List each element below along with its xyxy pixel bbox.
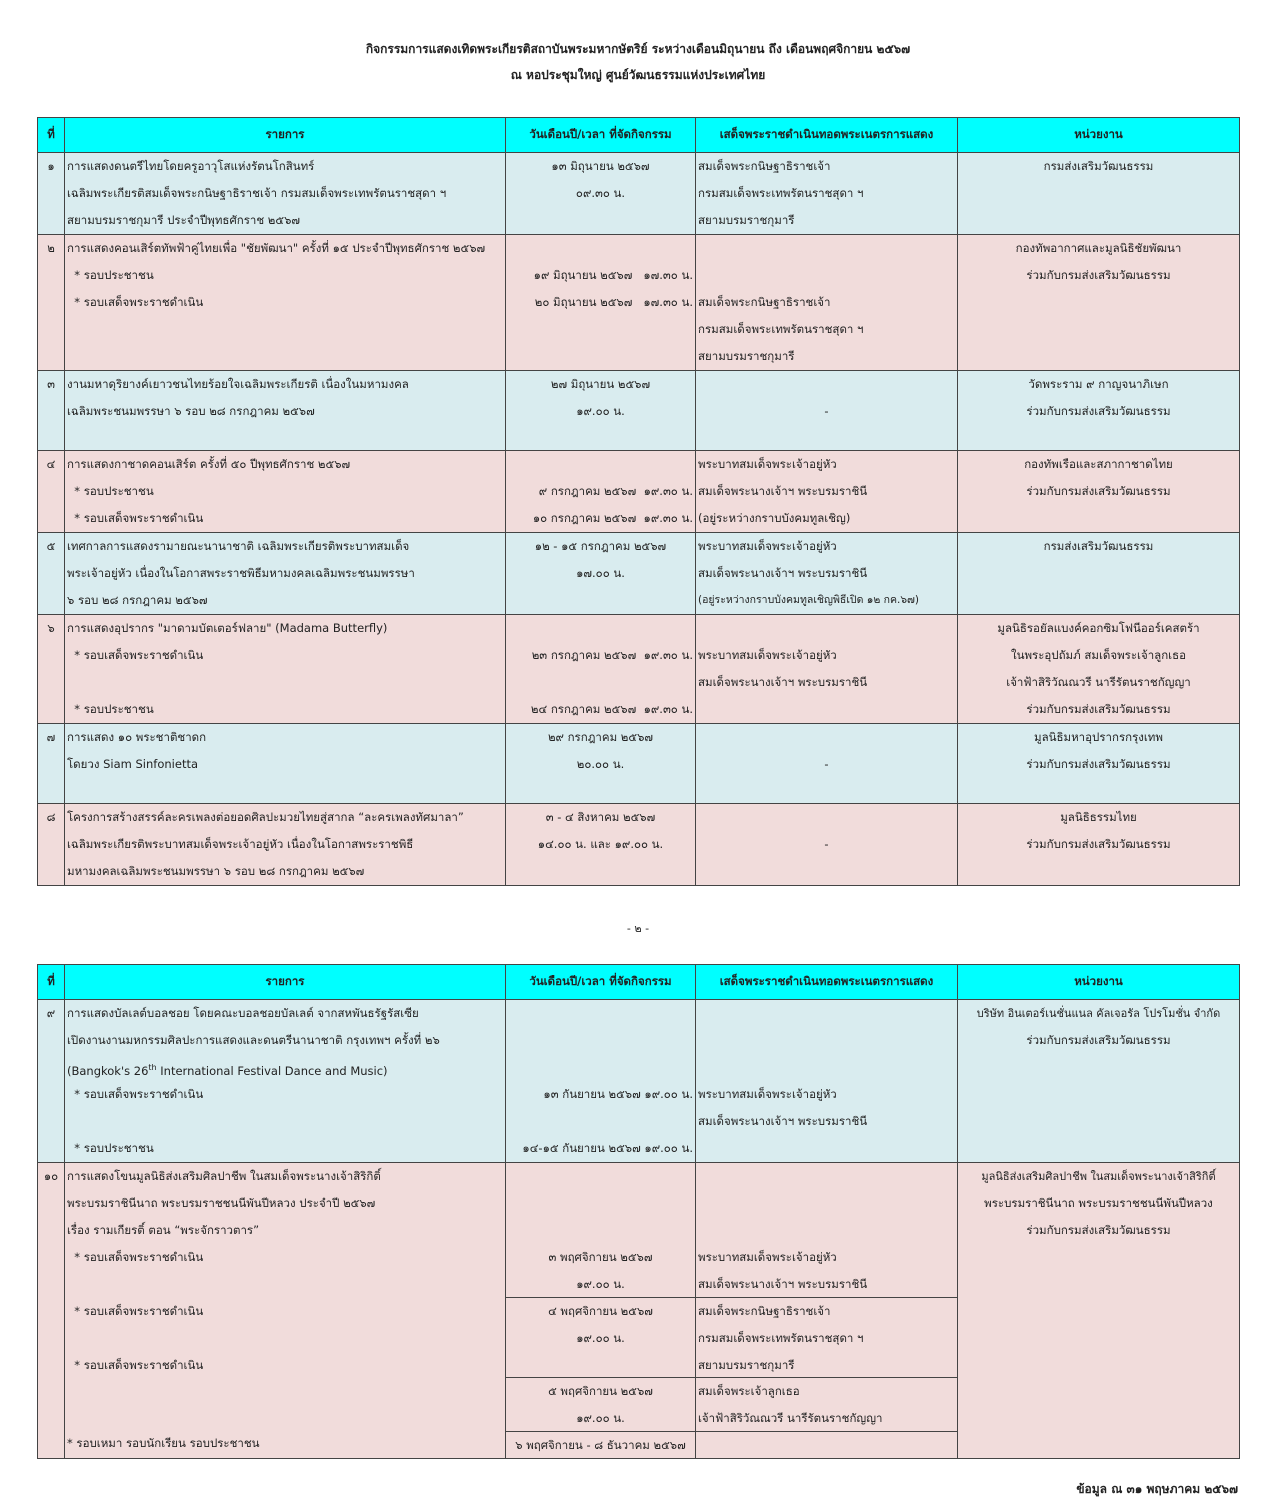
document-subtitle: ณ หอประชุมใหญ่ ศูนย์วัฒนธรรมแห่งประเทศไทย: [510, 68, 766, 82]
royal-line: พระบาทสมเด็จพระเจ้าอยู่หัว: [698, 1250, 837, 1264]
date-line: ๒๗ มิถุนายน ๒๕๖๗: [550, 377, 651, 391]
org-line: ร่วมกับกรมส่งเสริมวัฒนธรรม: [1026, 484, 1171, 498]
item-line: ๖ รอบ ๒๘ กรกฎาคม ๒๕๖๗: [67, 593, 208, 607]
royal-line: สมเด็จพระนางเจ้าฯ พระบรมราชินี: [698, 484, 868, 498]
item-line: [67, 1054, 503, 1081]
org-line: มูลนิธิรอยัลแบงค์คอกซิมโฟนีออร์เคสตร้า: [997, 621, 1200, 635]
royal-line: สมเด็จพระกนิษฐาธิราชเจ้า: [698, 1304, 831, 1318]
item-line: โครงการสร้างสรรค์ละครเพลงต่อยอดศิลปะมวยไทยสู่สากล “ละครเพลงทัศมาลา”: [67, 810, 464, 824]
item-line: * รอบประชาชน: [67, 1141, 154, 1155]
table-row: [38, 235, 1240, 371]
date-line: ๑๐ กรกฎาคม ๒๕๖๗ ๑๙.๓๐ น.: [532, 511, 693, 525]
item-line: * รอบประชาชน: [67, 268, 154, 282]
royal-line: สมเด็จพระกนิษฐาธิราชเจ้า: [698, 159, 831, 173]
item-line: * รอบเสด็จพระราชดำเนิน: [67, 1087, 204, 1101]
royal-dash: -: [824, 404, 829, 418]
item-line: * รอบประชาชน: [67, 484, 154, 498]
table-header-row: [38, 118, 1240, 153]
org-line: ร่วมกับกรมส่งเสริมวัฒนธรรม: [1026, 702, 1171, 716]
royal-line: กรมสมเด็จพระเทพรัตนราชสุดา ฯ: [698, 322, 864, 336]
item-line: การแสดงโขนมูลนิธิส่งเสริมศิลปาชีพ ในสมเด็จพระนางเจ้าสิริกิติ์: [67, 1169, 381, 1183]
date-line: ๓ - ๔ สิงหาคม ๒๕๖๗: [545, 810, 656, 824]
royal-dash: -: [824, 757, 829, 771]
item-line: เฉลิมพระเกียรติพระบาทสมเด็จพระเจ้าอยู่หัว เนื่องในโอกาสพระราชพิธี: [67, 837, 414, 851]
item-line: * รอบเสด็จพระราชดำเนิน: [67, 1358, 204, 1372]
date-line: ๑๙ มิถุนายน ๒๕๖๗ ๑๗.๓๐ น.: [533, 268, 693, 282]
col-header-royal: เสด็จพระราชดำเนินทอดพระเนตรการแสดง: [696, 118, 958, 153]
item-text: (Bangkok's 26: [67, 1063, 149, 1078]
royal-line: สมเด็จพระเจ้าลูกเธอ: [698, 1384, 800, 1398]
date-line: ๒๙ กรกฎาคม ๒๕๖๗: [547, 730, 654, 744]
date-line: ๑๙.๐๐ น.: [576, 1331, 625, 1345]
superscript: th: [148, 1063, 157, 1072]
royal-line: สมเด็จพระกนิษฐาธิราชเจ้า: [698, 295, 831, 309]
item-line: * รอบเสด็จพระราชดำเนิน: [67, 648, 204, 662]
org-line: ร่วมกับกรมส่งเสริมวัฒนธรรม: [1026, 268, 1171, 282]
royal-line: [698, 1027, 955, 1054]
item-line: การแสดงดนตรีไทยโดยครูอาวุโสแห่งรัตนโกสินทร์: [67, 159, 315, 173]
date-line: ๑๙.๐๐ น.: [576, 404, 625, 418]
royal-block: [696, 1244, 957, 1298]
org-line: บริษัท อินเตอร์เนชั่นแนล คัลเจอรัล โปรโมชั่น จำกัด: [976, 1007, 1221, 1020]
item-line: สยามบรมราชกุมารี ประจำปีพุทธศักราช ๒๕๖๗: [67, 213, 301, 227]
royal-line: เจ้าฟ้าสิริวัณณวรี นารีรัตนราชกัญญา: [698, 1411, 883, 1425]
table-row: [38, 1163, 1240, 1459]
item-line: งานมหาดุริยางค์เยาวชนไทยร้อยใจเฉลิมพระเกียรติ เนื่องในมหามงคล: [67, 377, 409, 391]
row-number: ๒: [47, 241, 55, 255]
date-block: [506, 1298, 695, 1378]
date-line: [508, 1108, 693, 1135]
item-line: การแสดงอุปรากร "มาดามบัตเตอร์ฟลาย" (Madama Butterfly): [67, 621, 388, 635]
date-line: ๑๔.๐๐ น. และ ๑๙.๐๐ น.: [537, 837, 664, 851]
item-line: เฉลิมพระชนมพรรษา ๖ รอบ ๒๘ กรกฎาคม ๒๕๖๗: [67, 404, 315, 418]
royal-line: สมเด็จพระนางเจ้าฯ พระบรมราชินี: [698, 566, 868, 580]
org-line: กองทัพเรือและสภากาชาดไทย: [1024, 457, 1173, 471]
item-line: เรื่อง รามเกียรติ์ ตอน “พระจักราวตาร”: [67, 1223, 260, 1237]
royal-line: พระบาทสมเด็จพระเจ้าอยู่หัว: [698, 457, 837, 471]
table-row: [38, 371, 1240, 451]
royal-line: [698, 1000, 955, 1027]
col-header-item: รายการ: [65, 965, 506, 1000]
item-line: เทศกาลการแสดงรามายณะนานาชาติ เฉลิมพระเกียรติพระบาทสมเด็จ: [67, 539, 410, 553]
data-as-of-footer: ข้อมูล ณ ๓๑ พฤษภาคม ๒๕๖๗: [1076, 1482, 1238, 1496]
date-line: ๕ พฤศจิกายน ๒๕๖๗: [548, 1384, 653, 1398]
org-line: พระบรมราชินีนาถ พระบรมราชชนนีพันปีหลวง: [984, 1196, 1213, 1210]
org-line: ร่วมกับกรมส่งเสริมวัฒนธรรม: [1026, 1033, 1171, 1047]
item-line: การแสดงบัลเลต์บอลชอย โดยคณะบอลชอยบัลเลต์ จากสหพันธรัฐรัสเซีย: [67, 1006, 419, 1020]
item-line: [67, 1271, 503, 1298]
date-line: ๑๓ มิถุนายน ๒๕๖๗: [551, 159, 650, 173]
org-line: กรมส่งเสริมวัฒนธรรม: [1043, 539, 1154, 553]
date-line: ๙ กรกฎาคม ๒๕๖๗ ๑๙.๓๐ น.: [538, 484, 693, 498]
item-line: การแสดงคอนเสิร์ตทัพฟ้าคู่ไทยเพื่อ "ชัยพัฒนา" ครั้งที่ ๑๕ ประจำปีพุทธศักราช ๒๕๖๗: [67, 241, 486, 255]
col-header-date: วันเดือนปี/เวลา ที่จัดกิจกรรม: [506, 965, 696, 1000]
col-header-date: วันเดือนปี/เวลา ที่จัดกิจกรรม: [506, 118, 696, 153]
royal-line: สยามบรมราชกุมารี: [698, 349, 795, 363]
date-line: ๖ พฤศจิกายน - ๘ ธันวาคม ๒๕๖๗: [515, 1438, 686, 1452]
royal-line: [698, 1054, 955, 1081]
org-line: ร่วมกับกรมส่งเสริมวัฒนธรรม: [1026, 757, 1171, 771]
item-line: * รอบเสด็จพระราชดำเนิน: [67, 1250, 204, 1264]
royal-block: [696, 1378, 957, 1432]
events-table-page1: [37, 117, 1240, 886]
royal-line: (อยู่ระหว่างกราบบังคมทูลเชิญพิธีเปิด ๑๒ กค.๖๗): [698, 594, 920, 606]
org-line: ร่วมกับกรมส่งเสริมวัฒนธรรม: [1026, 1223, 1171, 1237]
royal-line: กรมสมเด็จพระเทพรัตนราชสุดา ฯ: [698, 186, 864, 200]
date-line: ๐๙.๓๐ น.: [575, 186, 626, 200]
row-number: ๘: [46, 810, 56, 824]
col-header-item: รายการ: [65, 118, 506, 153]
table-row: [38, 724, 1240, 804]
item-line: มหามงคลเฉลิมพระชนมพรรษา ๖ รอบ ๒๘ กรกฎาคม ๒๕๖๗: [67, 864, 365, 878]
date-line: [508, 1054, 693, 1081]
item-line: * รอบเหมา รอบนักเรียน รอบประชาชน: [67, 1436, 260, 1450]
table-header-row: [38, 965, 1240, 1000]
date-line: ๓ พฤศจิกายน ๒๕๖๗: [548, 1250, 653, 1264]
row-number: ๕: [46, 539, 56, 553]
royal-line: พระบาทสมเด็จพระเจ้าอยู่หัว: [698, 1087, 837, 1101]
org-line: ร่วมกับกรมส่งเสริมวัฒนธรรม: [1026, 837, 1171, 851]
org-line: ร่วมกับกรมส่งเสริมวัฒนธรรม: [1026, 404, 1171, 418]
table-row: [38, 451, 1240, 533]
date-line: [508, 1000, 693, 1027]
item-line: โดยวง Siam Sinfonietta: [67, 757, 199, 771]
date-line: [508, 235, 693, 262]
date-line: ๒๐ มิถุนายน ๒๕๖๗ ๑๗.๓๐ น.: [534, 295, 693, 309]
royal-dash: -: [824, 837, 829, 851]
date-line: ๑๔-๑๕ กันยายน ๒๕๖๗ ๑๙.๐๐ น.: [522, 1141, 693, 1155]
date-line: [508, 615, 693, 642]
royal-line: [698, 615, 955, 642]
item-line: เปิดงานงานมหกรรมศิลปะการแสดงและดนตรีนานาชาติ กรุงเทพฯ ครั้งที่ ๒๖: [67, 1033, 440, 1047]
item-line: เฉลิมพระเกียรติสมเด็จพระกนิษฐาธิราชเจ้า กรมสมเด็จพระเทพรัตนราชสุดา ฯ: [67, 186, 447, 200]
royal-line: [698, 235, 955, 262]
col-header-no: ที่: [38, 965, 65, 1000]
table-row: [38, 804, 1240, 886]
item-line: [67, 1406, 503, 1430]
royal-line: กรมสมเด็จพระเทพรัตนราชสุดา ฯ: [698, 1331, 864, 1345]
col-header-org: หน่วยงาน: [958, 965, 1240, 1000]
row-number: ๑: [47, 159, 55, 173]
table-row: [38, 533, 1240, 615]
royal-line: [698, 724, 955, 751]
row-number: ๙: [46, 1006, 56, 1020]
royal-line: สมเด็จพระนางเจ้าฯ พระบรมราชินี: [698, 1114, 868, 1128]
item-line: พระเจ้าอยู่หัว เนื่องในโอกาสพระราชพิธีมหามงคลเฉลิมพระชนมพรรษา: [67, 566, 415, 580]
item-line: * รอบประชาชน: [67, 702, 154, 716]
royal-line: พระบาทสมเด็จพระเจ้าอยู่หัว: [698, 539, 837, 553]
royal-line: [698, 804, 955, 831]
date-line: ๑๓ กันยายน ๒๕๖๗ ๑๙.๐๐ น.: [543, 1087, 693, 1101]
item-line: [67, 1379, 503, 1406]
item-line: [67, 1108, 503, 1135]
date-line: ๑๙.๐๐ น.: [576, 1277, 625, 1291]
col-header-royal: เสด็จพระราชดำเนินทอดพระเนตรการแสดง: [696, 965, 958, 1000]
org-line: มูลนิธิมหาอุปรากรกรุงเทพ: [1034, 730, 1163, 744]
org-line: กรมส่งเสริมวัฒนธรรม: [1043, 159, 1154, 173]
date-line: [508, 451, 693, 478]
item-text: International Festival Dance and Music): [156, 1063, 388, 1078]
royal-line: สยามบรมราชกุมารี: [698, 213, 795, 227]
row-number: ๓: [47, 377, 55, 391]
royal-line: (อยู่ระหว่างกราบบังคมทูลเชิญ): [698, 511, 851, 525]
item-line: * รอบเสด็จพระราชดำเนิน: [67, 1304, 204, 1318]
date-block: [506, 1432, 695, 1458]
col-header-org: หน่วยงาน: [958, 118, 1240, 153]
row-number: ๖: [47, 621, 55, 635]
royal-line: สมเด็จพระนางเจ้าฯ พระบรมราชินี: [698, 1277, 868, 1291]
events-table-page2: [37, 964, 1240, 1459]
org-line: มูลนิธิธรรมไทย: [1060, 810, 1137, 824]
date-line: ๒๔ กรกฎาคม ๒๕๖๗ ๑๙.๓๐ น.: [530, 702, 693, 716]
royal-line: [698, 371, 955, 398]
royal-line: [698, 262, 955, 289]
date-line: ๑๒ - ๑๕ กรกฎาคม ๒๕๖๗: [534, 539, 667, 553]
org-line: ในพระอุปถัมภ์ สมเด็จพระเจ้าลูกเธอ: [1010, 648, 1187, 662]
item-line: การแสดงกาชาดคอนเสิร์ต ครั้งที่ ๕๐ ปีพุทธศักราช ๒๕๖๗: [67, 457, 351, 471]
date-line: ๔ พฤศจิกายน ๒๕๖๗: [548, 1304, 653, 1318]
table-row: [38, 615, 1240, 724]
item-line: * รอบเสด็จพระราชดำเนิน: [67, 511, 204, 525]
org-line: เจ้าฟ้าสิริวัณณวรี นารีรัตนราชกัญญา: [1006, 675, 1191, 689]
document-title: กิจกรรมการแสดงเทิดพระเกียรติสถาบันพระมหากษัตริย์ ระหว่างเดือนมิถุนายน ถึง เดือนพฤศจิกายน ๒๕๖๗: [365, 42, 911, 56]
row-number: ๑๐: [43, 1169, 59, 1183]
royal-line: พระบาทสมเด็จพระเจ้าอยู่หัว: [698, 648, 837, 662]
date-line: ๑๙.๐๐ น.: [576, 1411, 625, 1425]
col-header-no: ที่: [38, 118, 65, 153]
org-line: กองทัพอากาศและมูลนิธิชัยพัฒนา: [1015, 241, 1182, 255]
royal-block: [696, 1298, 957, 1378]
table-row: [38, 153, 1240, 235]
item-line: [67, 1325, 503, 1352]
row-number: ๗: [46, 730, 56, 744]
date-line: [508, 1027, 693, 1054]
item-line: * รอบเสด็จพระราชดำเนิน: [67, 295, 204, 309]
org-line: มูลนิธิส่งเสริมศิลปาชีพ ในสมเด็จพระนางเจ้าสิริกิติ์: [981, 1170, 1216, 1183]
date-line: ๒๓ กรกฎาคม ๒๕๖๗ ๑๙.๓๐ น.: [531, 648, 693, 662]
item-line: พระบรมราชินีนาถ พระบรมราชชนนีพันปีหลวง ประจำปี ๒๕๖๗: [67, 1196, 376, 1210]
royal-line: สมเด็จพระนางเจ้าฯ พระบรมราชินี: [698, 675, 868, 689]
date-block: [506, 1244, 695, 1298]
org-line: วัดพระราม ๙ กาญจนาภิเษก: [1028, 377, 1169, 391]
page-number: - ๒ -: [626, 922, 650, 935]
table-row: [38, 1000, 1240, 1163]
date-line: ๑๗.๐๐ น.: [576, 566, 625, 580]
date-line: ๒๐.๐๐ น.: [576, 757, 625, 771]
row-number: ๔: [46, 457, 56, 471]
royal-line: สยามบรมราชกุมารี: [698, 1358, 795, 1372]
item-line: การแสดง ๑๐ พระชาติชาดก: [67, 730, 207, 744]
date-block: [506, 1378, 695, 1432]
item-line: [67, 669, 503, 696]
date-line: [508, 669, 693, 696]
